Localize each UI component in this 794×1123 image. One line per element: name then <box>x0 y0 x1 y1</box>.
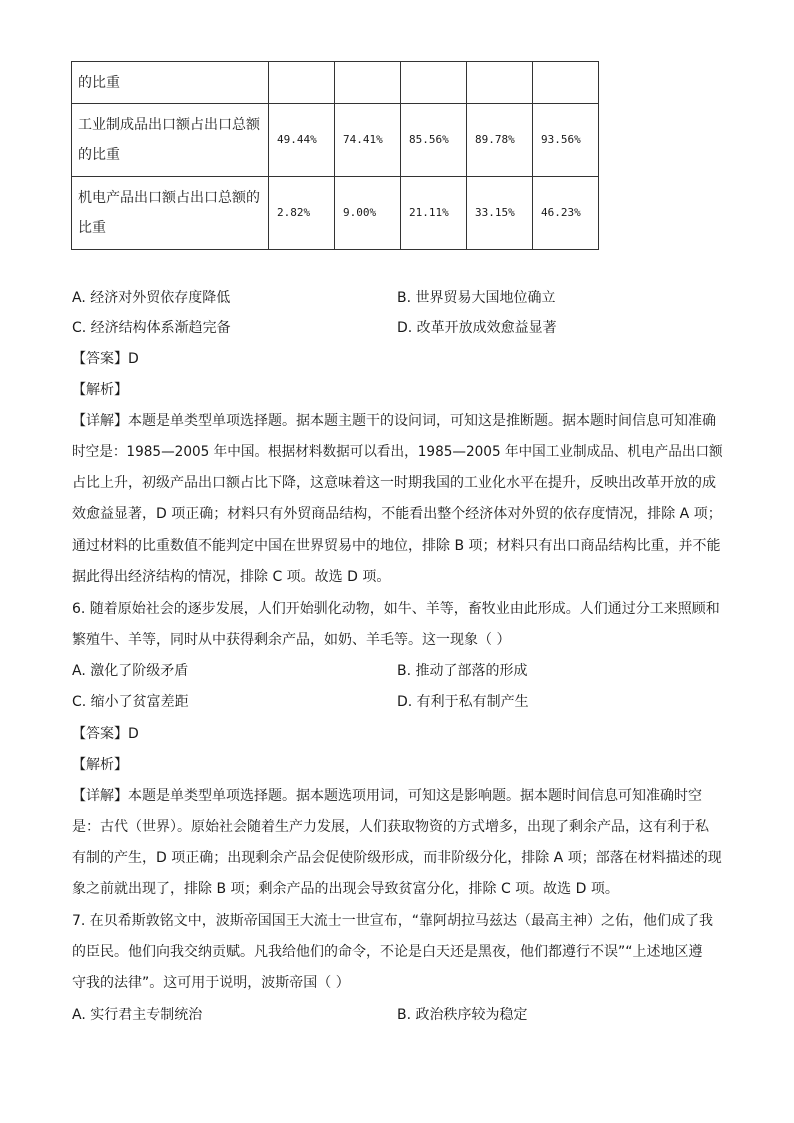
table-cell <box>269 62 335 104</box>
q5-option-c: C. 经济结构体系渐趋完备 <box>72 320 231 336</box>
table-row <box>72 104 599 177</box>
q5-analysis-title: 【解析】 <box>72 382 128 398</box>
table-row <box>72 177 599 250</box>
q5-option-a: A. 经济对外贸依存度降低 <box>72 290 231 306</box>
q5-detail-line: 时空是：1985—2005 年中国。根据材料数据可以看出，1985—2005 年中国工业制成品、机电产品出口额 <box>72 444 723 460</box>
q6-stem-line: 6. 随着原始社会的逐步发展，人们开始驯化动物，如牛、羊等，畜牧业由此形成。人们通过分工来照顾和 <box>72 601 720 617</box>
table-cell: 46.23% <box>533 177 599 250</box>
table-row-label: 机电产品出口额占出口总额的比重 <box>72 177 269 250</box>
q6-detail-line: 象之前就出现了，排除 B 项；剩余产品的出现会导致贫富分化，排除 C 项。故选 D 项。 <box>72 881 619 897</box>
q5-option-b: B. 世界贸易大国地位确立 <box>397 290 556 306</box>
table-cell: 85.56% <box>401 104 467 177</box>
q6-detail-line: 有制的产生，D 项正确；出现剩余产品会促使阶级形成，而非阶级分化，排除 A 项；部落在材料描述的现 <box>72 850 722 866</box>
q6-analysis-title: 【解析】 <box>72 757 128 773</box>
table-cell <box>533 62 599 104</box>
q5-option-d: D. 改革开放成效愈益显著 <box>397 320 557 336</box>
table-cell: 9.00% <box>335 177 401 250</box>
q6-option-b: B. 推动了部落的形成 <box>397 663 528 679</box>
q5-detail-line: 通过材料的比重数值不能判定中国在世界贸易中的地位，排除 B 项；材料只有出口商品结构比重，并不能 <box>72 538 721 554</box>
table-cell: 93.56% <box>533 104 599 177</box>
table-row-label: 的比重 <box>72 62 269 104</box>
q6-answer: 【答案】D <box>72 726 139 742</box>
table-cell: 33.15% <box>467 177 533 250</box>
q6-detail-line: 是：古代（世界）。原始社会随着生产力发展，人们获取物资的方式增多，出现了剩余产品，这有利于私 <box>72 819 709 835</box>
q7-stem-line: 7. 在贝希斯敦铭文中，波斯帝国国王大流士一世宣布，“靠阿胡拉马兹达（最高主神）之佑，他们成了我 <box>72 913 714 929</box>
table-cell <box>335 62 401 104</box>
q7-option-b: B. 政治秩序较为稳定 <box>397 1007 528 1023</box>
q6-option-d: D. 有利于私有制产生 <box>397 694 529 710</box>
q5-detail-line: 效愈益显著，D 项正确；材料只有外贸商品结构，不能看出整个经济体对外贸的依存度情况，排除 A 项； <box>72 506 722 522</box>
q5-detail-line: 占比上升，初级产品出口额占比下降，这意味着这一时期我国的工业化水平在提升，反映出改革开放的成 <box>72 475 716 491</box>
q7-stem-line: 守我的法律”。这可用于说明，波斯帝国（ ） <box>72 975 350 991</box>
q7-option-a: A. 实行君主专制统治 <box>72 1007 203 1023</box>
export-ratio-table <box>71 61 599 250</box>
table-cell: 89.78% <box>467 104 533 177</box>
table-cell: 74.41% <box>335 104 401 177</box>
q7-stem-line: 的臣民。他们向我交纳贡赋。凡我给他们的命令，不论是白天还是黑夜，他们都遵行不误”“上述地区遵 <box>72 944 703 960</box>
q6-stem-line: 繁殖牛、羊等，同时从中获得剩余产品，如奶、羊毛等。这一现象（ ） <box>72 632 511 648</box>
table-row <box>72 62 599 104</box>
q6-option-c: C. 缩小了贫富差距 <box>72 694 189 710</box>
q6-detail-line: 【详解】本题是单类型单项选择题。据本题选项用词，可知这是影响题。据本题时间信息可知准确时空 <box>72 788 702 804</box>
table-cell: 49.44% <box>269 104 335 177</box>
table-cell <box>401 62 467 104</box>
table-cell: 21.11% <box>401 177 467 250</box>
q5-answer: 【答案】D <box>72 351 139 367</box>
table-cell: 2.82% <box>269 177 335 250</box>
q5-detail-line: 据此得出经济结构的情况，排除 C 项。故选 D 项。 <box>72 569 391 585</box>
q6-option-a: A. 激化了阶级矛盾 <box>72 663 189 679</box>
table-row-label: 工业制成品出口额占出口总额的比重 <box>72 104 269 177</box>
q5-detail-line: 【详解】本题是单类型单项选择题。据本题主题干的设问词，可知这是推断题。据本题时间信息可知准确 <box>72 413 716 429</box>
table-cell <box>467 62 533 104</box>
